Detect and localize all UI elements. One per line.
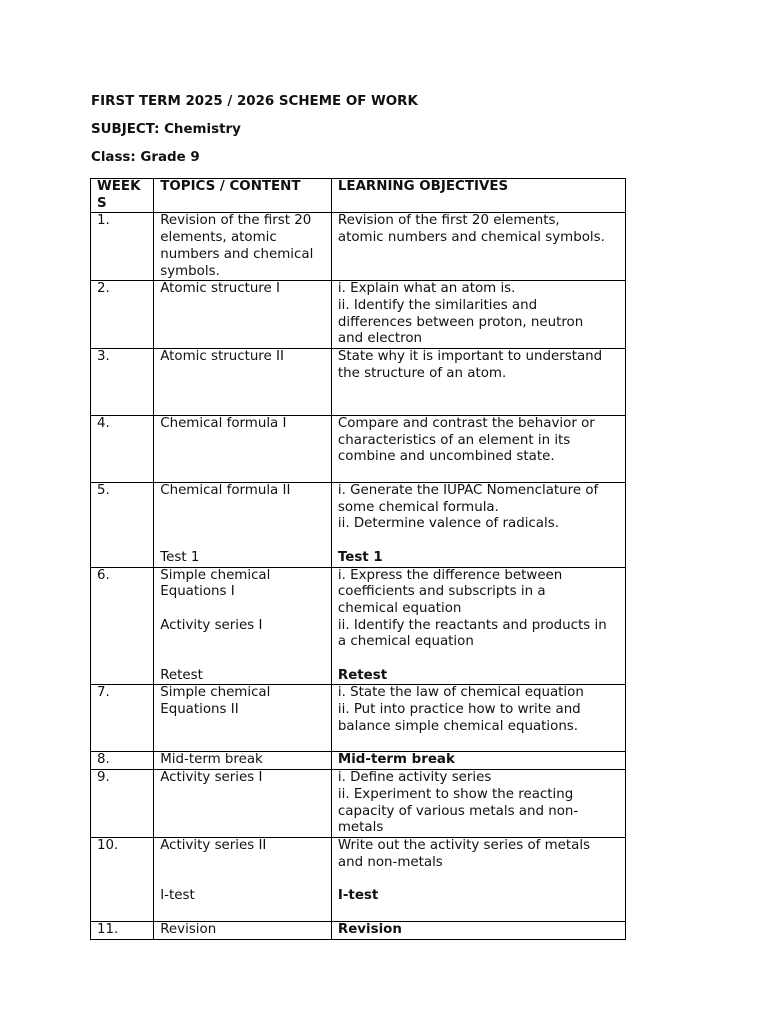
objective-extra: I-test [337, 888, 379, 904]
objective-cell [331, 752, 625, 770]
header-weeks-line2: S [97, 195, 107, 211]
topic-cell [154, 685, 332, 752]
topic-line: Simple chemical [160, 685, 271, 701]
objective-line: ii. Identify the reactants and products in [337, 617, 607, 633]
table-row [91, 685, 626, 752]
topic-line: Chemical formula II [160, 483, 291, 499]
objective-line: characteristics of an element in its [337, 432, 571, 448]
topic-cell [154, 752, 332, 770]
topic-line: Simple chemical [160, 567, 271, 583]
topic-line: Revision [160, 921, 217, 937]
objective-cell [331, 837, 625, 921]
topic-extra: Retest [160, 667, 203, 683]
spacer [160, 516, 326, 533]
topic-line: Equations I [160, 584, 235, 600]
objective-line: ii. Determine valence of radicals. [337, 516, 559, 532]
objective-line: capacity of various metals and non- [337, 803, 579, 819]
class-value: Grade 9 [140, 150, 200, 165]
table-row [91, 416, 626, 483]
objective-line: metals [337, 820, 384, 836]
topic-line: Atomic structure I [160, 281, 280, 297]
topic-extra: I-test [160, 888, 195, 904]
table-header-row [91, 179, 626, 213]
spacer [160, 500, 326, 517]
table-row [91, 213, 626, 281]
objective-line: atomic numbers and chemical symbols. [337, 230, 605, 246]
header-weeks-line1: WEEK [97, 179, 141, 194]
topic-cell [154, 213, 332, 281]
objective-line: i. Generate the IUPAC Nomenclature of [337, 483, 599, 499]
table-body [91, 179, 626, 940]
spacer [338, 871, 620, 888]
table-row [91, 281, 626, 349]
document-title: FIRST TERM 2025 / 2026 SCHEME OF WORK [91, 94, 418, 109]
week-cell: 3. [91, 349, 154, 416]
objective-cell [331, 416, 625, 483]
objective-line: coefficients and subscripts in a [337, 584, 546, 600]
week-cell: 8. [91, 752, 154, 770]
week-cell: 10. [91, 837, 154, 921]
table-row [91, 349, 626, 416]
spacer [160, 634, 326, 651]
objective-line: the structure of an atom. [337, 365, 507, 381]
week-cell: 4. [91, 416, 154, 483]
topic-line: Activity series I [160, 770, 263, 786]
objective-cell [331, 281, 625, 349]
topic-line: Atomic structure II [160, 349, 284, 365]
topic-line: elements, atomic [160, 230, 277, 246]
objective-line: i. Explain what an atom is. [337, 281, 516, 297]
topic-extra: Test 1 [160, 549, 200, 565]
week-cell: 1. [91, 213, 154, 281]
objective-line: i. Define activity series [337, 770, 492, 786]
week-cell: 7. [91, 685, 154, 752]
objective-line: some chemical formula. [337, 499, 499, 515]
topic-cell [154, 921, 332, 939]
topic-line: Revision of the first 20 [160, 213, 312, 229]
topic-cell [154, 483, 332, 568]
table-row [91, 770, 626, 838]
objective-line: a chemical equation [337, 634, 474, 650]
spacer [160, 651, 326, 668]
spacer [160, 871, 326, 888]
objective-line: i. Express the difference between [337, 567, 563, 583]
topic-cell [154, 837, 332, 921]
table-row [91, 837, 626, 921]
objective-extra: Test 1 [337, 549, 383, 565]
objective-bold: Mid-term break [337, 752, 455, 768]
topic-line: symbols. [160, 263, 220, 279]
objective-line: i. State the law of chemical equation [337, 685, 584, 701]
objective-line: State why it is important to understand [337, 349, 603, 365]
header-weeks [91, 179, 154, 213]
objective-line: ii. Identify the similarities and [337, 297, 538, 313]
objective-line: and non-metals [337, 854, 443, 870]
objective-cell [331, 921, 625, 939]
objective-line: and electron [337, 331, 423, 347]
topic-line: Activity series II [160, 837, 267, 853]
subject-line [91, 121, 241, 138]
week-cell: 5. [91, 483, 154, 568]
objective-line: ii. Experiment to show the reacting [337, 786, 574, 802]
class-line [91, 149, 200, 166]
week-cell: 9. [91, 770, 154, 838]
topic-cell [154, 770, 332, 838]
objective-line: chemical equation [337, 600, 462, 616]
topic-cell [154, 349, 332, 416]
header-topics: TOPICS / CONTENT [154, 179, 332, 213]
topic-line: Chemical formula I [160, 416, 287, 432]
subject-label: SUBJECT: [91, 122, 160, 137]
spacer [338, 651, 620, 668]
topic-line: Mid-term break [160, 752, 263, 768]
objective-cell [331, 770, 625, 838]
week-cell: 6. [91, 567, 154, 685]
objective-line: Revision of the first 20 elements, [337, 213, 560, 229]
objective-cell [331, 349, 625, 416]
topic-cell [154, 567, 332, 685]
week-cell: 11. [91, 921, 154, 939]
table-row [91, 921, 626, 939]
objective-line: balance simple chemical equations. [337, 718, 579, 734]
topic-cell [154, 416, 332, 483]
objective-line: combine and uncombined state. [337, 449, 555, 465]
spacer [338, 533, 620, 550]
topic-line: Activity series I [160, 617, 263, 633]
table-row [91, 483, 626, 568]
header-objectives: LEARNING OBJECTIVES [331, 179, 625, 213]
topic-line: Equations II [160, 702, 239, 718]
objective-cell [331, 567, 625, 685]
week-cell: 2. [91, 281, 154, 349]
objective-extra: Retest [337, 667, 388, 683]
objective-line: Write out the activity series of metals [337, 837, 591, 853]
topic-cell [154, 281, 332, 349]
subject-value: Chemistry [164, 122, 241, 137]
topic-line: numbers and chemical [160, 246, 314, 262]
objective-line: Compare and contrast the behavior or [337, 416, 595, 432]
spacer [160, 533, 326, 550]
objective-bold: Revision [337, 921, 402, 937]
objective-cell [331, 685, 625, 752]
spacer [160, 855, 326, 872]
objective-line: differences between proton, neutron [337, 314, 584, 330]
spacer [160, 601, 326, 618]
objective-cell [331, 213, 625, 281]
table-row [91, 752, 626, 770]
table-row [91, 567, 626, 685]
objective-line: ii. Put into practice how to write and [337, 702, 581, 718]
scheme-of-work-table [90, 178, 626, 940]
objective-cell [331, 483, 625, 568]
class-label: Class: [91, 150, 136, 165]
